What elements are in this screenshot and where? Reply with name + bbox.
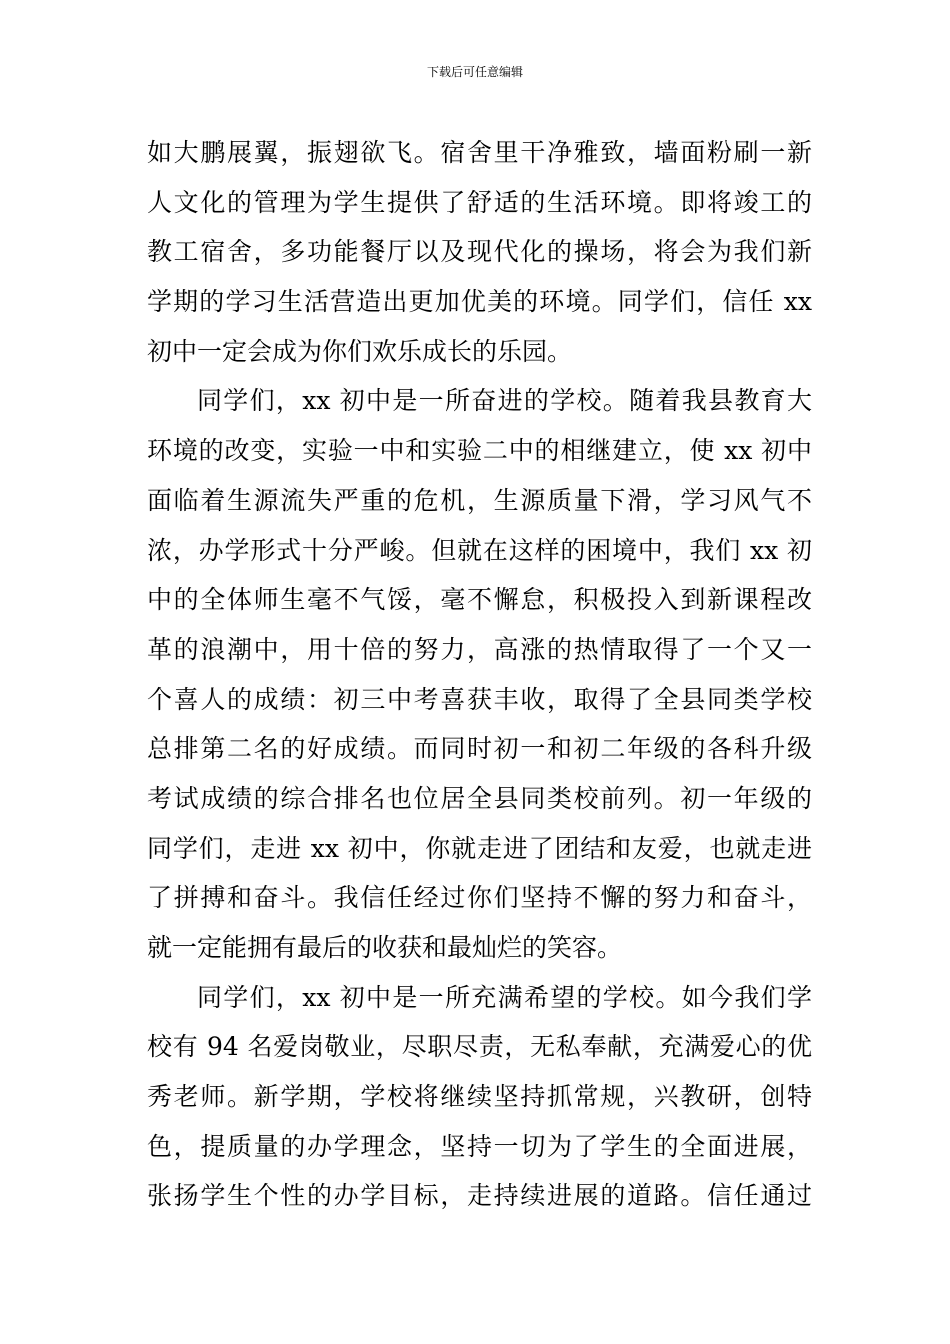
text-line: 秀老师。新学期，学校将继续坚持抓常规，兴教研，创特 <box>147 1082 812 1112</box>
text-line: 教工宿舍，多功能餐厅以及现代化的操场，将会为我们新 <box>147 237 812 267</box>
text-line: 学期的学习生活营造出更加优美的环境。同学们，信任 xx <box>147 287 812 317</box>
text-line: 个喜人的成绩：初三中考喜获丰收，取得了全县同类学校 <box>147 684 812 714</box>
text-line: 面临着生源流失严重的危机，生源质量下滑，学习风气不 <box>147 485 812 515</box>
text-line: 校有 94 名爱岗敬业，尽职尽责，无私奉献，充满爱心的优 <box>147 1032 812 1062</box>
text-line: 了拼搏和奋斗。我信任经过你们坚持不懈的努力和奋斗， <box>147 883 812 913</box>
text-line: 人文化的管理为学生提供了舒适的生活环境。即将竣工的 <box>147 187 812 217</box>
text-line: 色，提质量的办学理念，坚持一切为了学生的全面进展， <box>147 1131 812 1161</box>
text-line: 总排第二名的好成绩。而同时初一和初二年级的各科升级 <box>147 734 812 764</box>
text-line: 环境的改变，实验一中和实验二中的相继建立，使 xx 初中 <box>147 436 812 466</box>
paragraph-1 <box>147 128 812 376</box>
text-line: 中的全体师生毫不气馁，毫不懈怠，积极投入到新课程改 <box>147 585 812 615</box>
text-line: 初中一定会成为你们欢乐成长的乐园。 <box>147 336 573 366</box>
text-line: 考试成绩的综合排名也位居全县同类校前列。初一年级的 <box>147 783 812 813</box>
paragraph-3 <box>147 973 812 1221</box>
text-line: 同学们，走进 xx 初中，你就走进了团结和友爱，也就走进 <box>147 833 812 863</box>
text-line: 浓，办学形式十分严峻。但就在这样的困境中，我们 xx 初 <box>147 535 812 565</box>
text-line: 如大鹏展翼，振翅欲飞。宿舍里干净雅致，墙面粉刷一新 <box>147 138 812 167</box>
text-line: 同学们，xx 初中是一所奋进的学校。随着我县教育大 <box>197 386 812 416</box>
document-body <box>147 128 812 1221</box>
text-line: 同学们，xx 初中是一所充满希望的学校。如今我们学 <box>197 982 812 1012</box>
text-line: 革的浪潮中，用十倍的努力，高涨的热情取得了一个又一 <box>147 634 812 664</box>
page-header: 下载后可任意编辑 <box>426 65 523 79</box>
text-line: 张扬学生个性的办学目标，走持续进展的道路。信任通过 <box>147 1181 812 1211</box>
paragraph-2 <box>147 376 812 972</box>
text-line: 就一定能拥有最后的收获和最灿烂的笑容。 <box>147 933 623 962</box>
